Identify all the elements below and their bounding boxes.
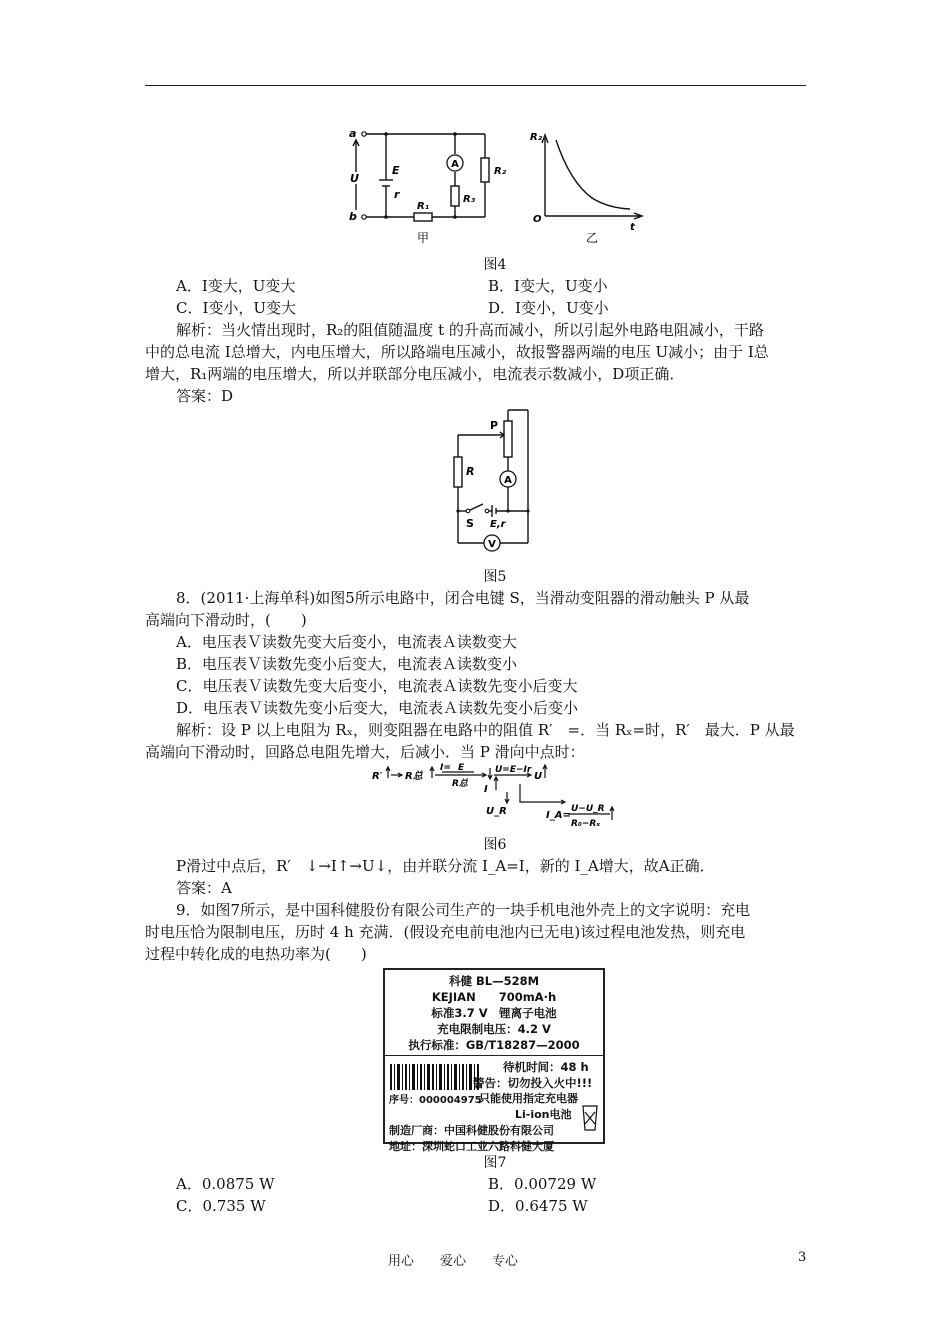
graph-x-label: t bbox=[630, 222, 635, 233]
q7-option-b bbox=[488, 276, 608, 296]
q7-option-d bbox=[488, 298, 609, 318]
footer-motto: 用心 爱心 专心 bbox=[388, 1254, 519, 1269]
label-R1: R₁ bbox=[417, 201, 430, 212]
figure-7-battery-label bbox=[383, 968, 605, 1153]
q9-option-b bbox=[488, 1174, 596, 1194]
barcode-icon bbox=[390, 1064, 480, 1090]
header-rule bbox=[145, 85, 806, 86]
label-b: b bbox=[349, 210, 357, 223]
q8-analysis-line-2: 高端向下滑动时，回路总电阻先增大，后减小．当 P 滑向中点时： bbox=[145, 743, 585, 761]
q8-answer: 答案：A bbox=[176, 879, 232, 897]
recycle-bin-icon bbox=[580, 1102, 600, 1132]
q7-option-c-text: I变小，U变大 bbox=[202, 299, 297, 317]
q8-stem-line-2: 高端向下滑动时，( ) bbox=[145, 611, 307, 629]
fig5-ammeter-label: A bbox=[504, 475, 512, 486]
battery-standby: 待机时间：48 h bbox=[503, 1060, 589, 1074]
q7-analysis-line-1: 解析：当火情出现时，R₂的阻值随温度 t 的升高而减小，所以引起外电路电阻减小，干路 bbox=[176, 321, 764, 339]
q8-option-a: A．电压表Ｖ读数先变大后变小，电流表Ａ读数变大 bbox=[176, 633, 517, 651]
label-r: r bbox=[394, 188, 400, 201]
label-R2: R₂ bbox=[494, 166, 507, 177]
fig6-Rtot2: R总 bbox=[452, 779, 468, 789]
figure-7-caption: 图7 bbox=[483, 1155, 507, 1171]
ammeter-label: A bbox=[451, 159, 459, 170]
q7-option-c-letter: C． bbox=[176, 299, 203, 317]
graph-origin: O bbox=[533, 214, 542, 225]
q7-analysis-line-3: 增大，R₁两端的电压增大，所以并联部分电压减小，电流表示数减小，D项正确． bbox=[145, 365, 685, 383]
fig6-UR: U_R bbox=[486, 806, 507, 817]
figure-5-caption: 图5 bbox=[483, 569, 507, 585]
figure-5-circuit bbox=[440, 405, 540, 560]
battery-liion: Li-ion电池 bbox=[515, 1108, 572, 1121]
battery-separator bbox=[385, 1055, 603, 1056]
fig6-E: E bbox=[458, 763, 465, 773]
label-a: a bbox=[349, 127, 357, 140]
q7-option-a-letter: A． bbox=[176, 277, 202, 295]
q7-option-d-letter: D． bbox=[488, 299, 516, 317]
label-E: E bbox=[392, 164, 400, 177]
q9-stem-line-3: 过程中转化成的电热功率为( ) bbox=[145, 945, 367, 963]
battery-line-4: 充电限制电压：4.2 V bbox=[437, 1022, 551, 1036]
battery-charger: 只能使用指定充电器 bbox=[479, 1092, 578, 1105]
q7-option-c bbox=[176, 298, 296, 318]
q9-option-c bbox=[176, 1196, 266, 1216]
fig5-label-Er: E,r bbox=[490, 519, 506, 530]
q7-answer: 答案：D bbox=[176, 387, 234, 405]
q9-option-d-letter: D． bbox=[488, 1197, 516, 1215]
fig6-denominator: R₀−Rₓ bbox=[571, 819, 601, 829]
battery-serial: 序号：000004975 bbox=[389, 1095, 482, 1106]
fig6-I-eq: I= bbox=[440, 763, 451, 773]
q7-option-d-text: I变小，U变小 bbox=[515, 299, 609, 317]
fig6-Rp: R′ bbox=[372, 771, 383, 782]
q9-stem-line-1: 9．如图7所示，是中国科健股份有限公司生产的一块手机电池外壳上的文字说明：充电 bbox=[176, 901, 751, 919]
fig6-Rtot: R总 bbox=[405, 771, 423, 782]
fig6-I: I bbox=[484, 784, 488, 795]
battery-line-2: KEJIAN 700mA·h bbox=[431, 990, 557, 1004]
q9-stem-line-2: 时电压恰为限制电压，历时 4 h 充满．(假设充电前电池内已无电)该过程电池发热，则充电 bbox=[145, 923, 746, 941]
q7-option-b-letter: B． bbox=[488, 277, 515, 295]
q8-option-b: B．电压表Ｖ读数先变小后变大，电流表Ａ读数变小 bbox=[176, 655, 518, 673]
q7-option-a bbox=[176, 276, 295, 296]
q8-after-fig6: P滑过中点后，R′ ↓→I↑→U↓，由并联分流 I_A=I，新的 I_A增大，故A正确． bbox=[176, 857, 715, 875]
q8-option-c: C．电压表Ｖ读数先变大后变小，电流表Ａ读数先变小后变大 bbox=[176, 677, 578, 695]
q9-option-b-text: 0.00729 W bbox=[514, 1175, 597, 1193]
q9-option-a-letter: A． bbox=[176, 1175, 202, 1193]
fig6-numerator: U−U_R bbox=[571, 804, 605, 814]
q9-option-a bbox=[176, 1174, 275, 1194]
fig6-IA-eq: I_A= bbox=[546, 810, 571, 821]
fig5-label-R: R bbox=[466, 465, 475, 478]
q9-option-a-text: 0.0875 W bbox=[201, 1175, 275, 1193]
battery-line-1: 科健 BL—528M bbox=[448, 974, 540, 988]
q7-analysis-line-2: 中的总电流 I总增大，内电压增大，所以路端电压减小，故报警器两端的电压 U减小；由于 I总 bbox=[145, 343, 769, 361]
battery-line-5: 执行标准：GB/T18287—2000 bbox=[408, 1038, 580, 1052]
fig5-label-P: P bbox=[490, 419, 499, 432]
q9-option-b-letter: B． bbox=[488, 1175, 515, 1193]
q9-option-c-text: 0.735 W bbox=[202, 1197, 266, 1215]
q9-option-c-letter: C． bbox=[176, 1197, 203, 1215]
page-number: 3 bbox=[798, 1250, 807, 1265]
q9-option-d-text: 0.6475 W bbox=[515, 1197, 588, 1215]
label-U: U bbox=[350, 172, 359, 185]
q7-option-b-text: I变大，U变小 bbox=[514, 277, 608, 295]
fig5-voltmeter-label: V bbox=[488, 539, 496, 550]
battery-line-3: 标准3.7 V 锂离子电池 bbox=[431, 1006, 557, 1020]
fig6-U: U bbox=[534, 771, 543, 782]
q7-option-a-text: I变大，U变大 bbox=[201, 277, 296, 295]
label-jia: 甲 bbox=[416, 231, 430, 245]
figure-6-flow bbox=[370, 762, 615, 830]
battery-warning: 警告：切勿投入火中!!! bbox=[473, 1076, 593, 1090]
fig6-U-eq: U=E−Ir bbox=[495, 765, 532, 775]
q9-option-d bbox=[488, 1196, 588, 1216]
figure-4-caption: 图4 bbox=[483, 257, 507, 273]
battery-maker: 制造厂商：中国科健股份有限公司 bbox=[389, 1124, 554, 1137]
battery-address: 地址：深圳蛇口工业六路科健大厦 bbox=[389, 1140, 554, 1153]
label-yi: 乙 bbox=[585, 231, 599, 245]
q8-analysis-line-1: 解析：设 P 以上电阻为 Rₓ，则变阻器在电路中的阻值 R′ =．当 Rₓ=时，R′ 最大．P 从最 bbox=[176, 721, 795, 739]
figure-4-graph bbox=[522, 120, 652, 248]
figure-4-circuit bbox=[340, 120, 510, 248]
label-R3: R₃ bbox=[463, 194, 476, 205]
q8-option-d: D．电压表Ｖ读数先变小后变大，电流表Ａ读数先变小后变小 bbox=[176, 699, 579, 717]
q8-stem-line-1: 8．(2011·上海单科)如图5所示电路中，闭合电键 S，当滑动变阻器的滑动触头 P 从最 bbox=[176, 589, 750, 607]
figure-6-caption: 图6 bbox=[483, 837, 507, 853]
fig5-label-S: S bbox=[466, 517, 474, 530]
graph-y-label: R₂ bbox=[530, 132, 543, 143]
